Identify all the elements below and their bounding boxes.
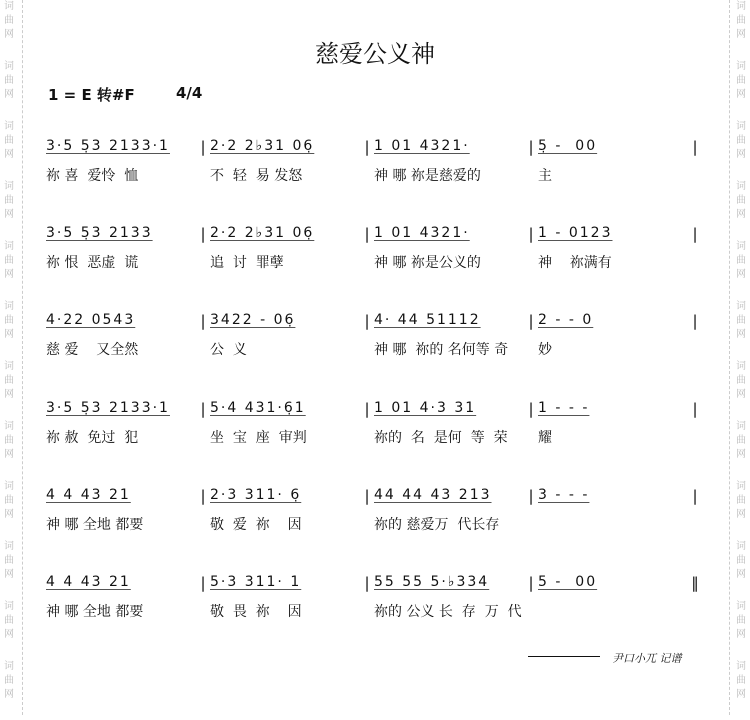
measure: 4 4 43 21: [46, 487, 131, 503]
watermark-text: 词 曲 网: [736, 361, 746, 400]
watermark-text: 词 曲 网: [736, 181, 746, 220]
lyric-segment: 坐 宝 座 审判: [210, 430, 307, 446]
barline: |: [200, 312, 206, 330]
score-line: [46, 138, 702, 185]
lyrics-row: [46, 252, 702, 272]
barline: |: [364, 487, 370, 505]
measure: 4· 44 51112: [374, 312, 481, 328]
lyric-segment: 神 哪 祢的 名何等 奇: [374, 342, 509, 358]
left-border-dash: [22, 0, 23, 715]
lyric-segment: 祢 喜 爱怜 恤: [46, 168, 139, 184]
lyric-segment: 神 祢满有: [538, 255, 612, 271]
score-line: [46, 312, 702, 359]
measure: 1 - 0123: [538, 225, 613, 241]
watermark-text: 词 曲 网: [736, 241, 746, 280]
watermark-text: 词 曲 网: [736, 541, 746, 580]
watermark-text: 词 曲 网: [4, 61, 14, 100]
lyric-segment: 追 讨 罪孽: [210, 255, 284, 271]
barline: |: [200, 225, 206, 243]
lyric-segment: 神 哪 全地 都要: [46, 517, 144, 533]
lyric-segment: 耀: [538, 430, 552, 446]
measure: 1 01 4·3 31: [374, 400, 477, 416]
lyric-segment: 神 哪 祢是慈爱的: [374, 168, 481, 184]
score-line: [46, 400, 702, 447]
watermark-text: 词 曲 网: [4, 601, 14, 640]
watermark-text: 词 曲 网: [4, 421, 14, 460]
watermark-text: 词 曲 网: [4, 481, 14, 520]
watermark-text: 词 曲 网: [4, 181, 14, 220]
measure: 2·2 2♭31 06̣: [210, 138, 315, 154]
barline: |: [528, 487, 534, 505]
barline: |: [528, 574, 534, 592]
barline: |: [692, 400, 698, 418]
barline: |: [528, 400, 534, 418]
transcriber-signature: 尹口小兀 记谱: [612, 652, 682, 665]
measure: 44 44 43 213: [374, 487, 492, 503]
lyrics-row: [46, 427, 702, 447]
watermark-text: 词 曲 网: [4, 361, 14, 400]
lyric-segment: 主: [538, 168, 552, 184]
barline: |: [528, 225, 534, 243]
measure: 4 4 43 21: [46, 574, 131, 590]
measure: 2·2 2♭31 06̣: [210, 225, 315, 241]
measure: 1 01 4321·: [374, 138, 470, 154]
watermark-text: 词 曲 网: [4, 661, 14, 700]
barline: |: [364, 225, 370, 243]
right-border-dash: [729, 0, 730, 715]
barline: |: [692, 138, 698, 156]
barline: |: [364, 400, 370, 418]
notes-row: [46, 574, 702, 592]
lyric-segment: 妙: [538, 342, 552, 358]
score-line: [46, 487, 702, 534]
measure: 3422 - 06̣: [210, 312, 296, 328]
lyric-segment: 不 轻 易 发怒: [210, 168, 303, 184]
watermark-text: 词 曲 网: [736, 481, 746, 520]
measure: 3·5 5̣3 2133·1: [46, 400, 170, 416]
measure: 3·5 5̣3 2133·1: [46, 138, 170, 154]
lyrics-row: [46, 601, 702, 621]
barline: |: [364, 574, 370, 592]
measure: 1 01 4321·: [374, 225, 470, 241]
measure: 3·5 5̣3 2133: [46, 225, 153, 241]
notes-row: [46, 400, 702, 418]
notes-row: [46, 138, 702, 156]
lyric-segment: 祢 恨 恶虚 谎: [46, 255, 139, 271]
measure: 5̣ - 00: [538, 138, 598, 154]
measure: 5·4 431·6̣1: [210, 400, 306, 416]
song-title: 慈爱公义神: [315, 40, 435, 68]
barline: |: [364, 138, 370, 156]
notes-row: [46, 312, 702, 330]
lyric-segment: 祢的 公义 长 存 万 代: [374, 604, 522, 620]
measure: 5·3 311· 1: [210, 574, 302, 590]
signature-line: [528, 656, 600, 657]
lyric-segment: [538, 514, 688, 534]
lyric-segment: 祢的 慈爱万 代长存: [374, 517, 500, 533]
barline: |: [200, 574, 206, 592]
barline: |: [200, 138, 206, 156]
lyric-segment: 神 哪 全地 都要: [46, 604, 144, 620]
time-signature: 4/4: [176, 84, 203, 102]
lyric-segment: 敬 爱 祢 因: [210, 517, 302, 533]
lyric-segment: 慈 爱 又全然: [46, 342, 139, 358]
measure: 1 - - -: [538, 400, 590, 416]
watermark-right: [734, 0, 748, 720]
notes-row: [46, 225, 702, 243]
watermark-text: 词 曲 网: [4, 241, 14, 280]
watermark-text: 词 曲 网: [736, 601, 746, 640]
measure: 55 55 5·♭334: [374, 574, 490, 590]
measure: 3 - - -: [538, 487, 590, 503]
lyric-segment: 祢 赦 免过 犯: [46, 430, 139, 446]
barline: |: [364, 312, 370, 330]
watermark-text: 词 曲 网: [736, 61, 746, 100]
lyric-segment: 公 义: [210, 342, 247, 358]
barline: |: [692, 225, 698, 243]
watermark-text: 词 曲 网: [4, 1, 14, 40]
watermark-text: 词 曲 网: [736, 421, 746, 460]
lyrics-row: [46, 339, 702, 359]
lyric-segment: 祢的 名 是何 等 荣: [374, 430, 508, 446]
barline: |: [692, 312, 698, 330]
measure: 2·3 311· 6̣: [210, 487, 302, 503]
lyric-segment: 神 哪 祢是公义的: [374, 255, 481, 271]
barline: |: [528, 138, 534, 156]
watermark-text: 词 曲 网: [736, 661, 746, 700]
measure: 2 - - 0: [538, 312, 594, 328]
watermark-text: 词 曲 网: [4, 121, 14, 160]
barline: |: [200, 400, 206, 418]
key-signature: 1 = E 转#F: [48, 86, 135, 104]
watermark-text: 词 曲 网: [736, 1, 746, 40]
watermark-text: 词 曲 网: [736, 301, 746, 340]
watermark-text: 词 曲 网: [4, 301, 14, 340]
score-line: [46, 574, 702, 621]
watermark-text: 词 曲 网: [736, 121, 746, 160]
score-line: [46, 225, 702, 272]
measure: 4·22 0543: [46, 312, 136, 328]
measure: 5 - 00: [538, 574, 598, 590]
watermark-left: [2, 0, 16, 720]
watermark-text: 词 曲 网: [4, 541, 14, 580]
lyrics-row: [46, 514, 702, 534]
barline: |: [200, 487, 206, 505]
lyrics-row: [46, 165, 702, 185]
barline: |: [528, 312, 534, 330]
lyric-segment: 敬 畏 祢 因: [210, 604, 302, 620]
notes-row: [46, 487, 702, 505]
barline: |: [692, 487, 698, 505]
lyric-segment: [538, 601, 688, 621]
barline: ‖: [691, 574, 699, 592]
